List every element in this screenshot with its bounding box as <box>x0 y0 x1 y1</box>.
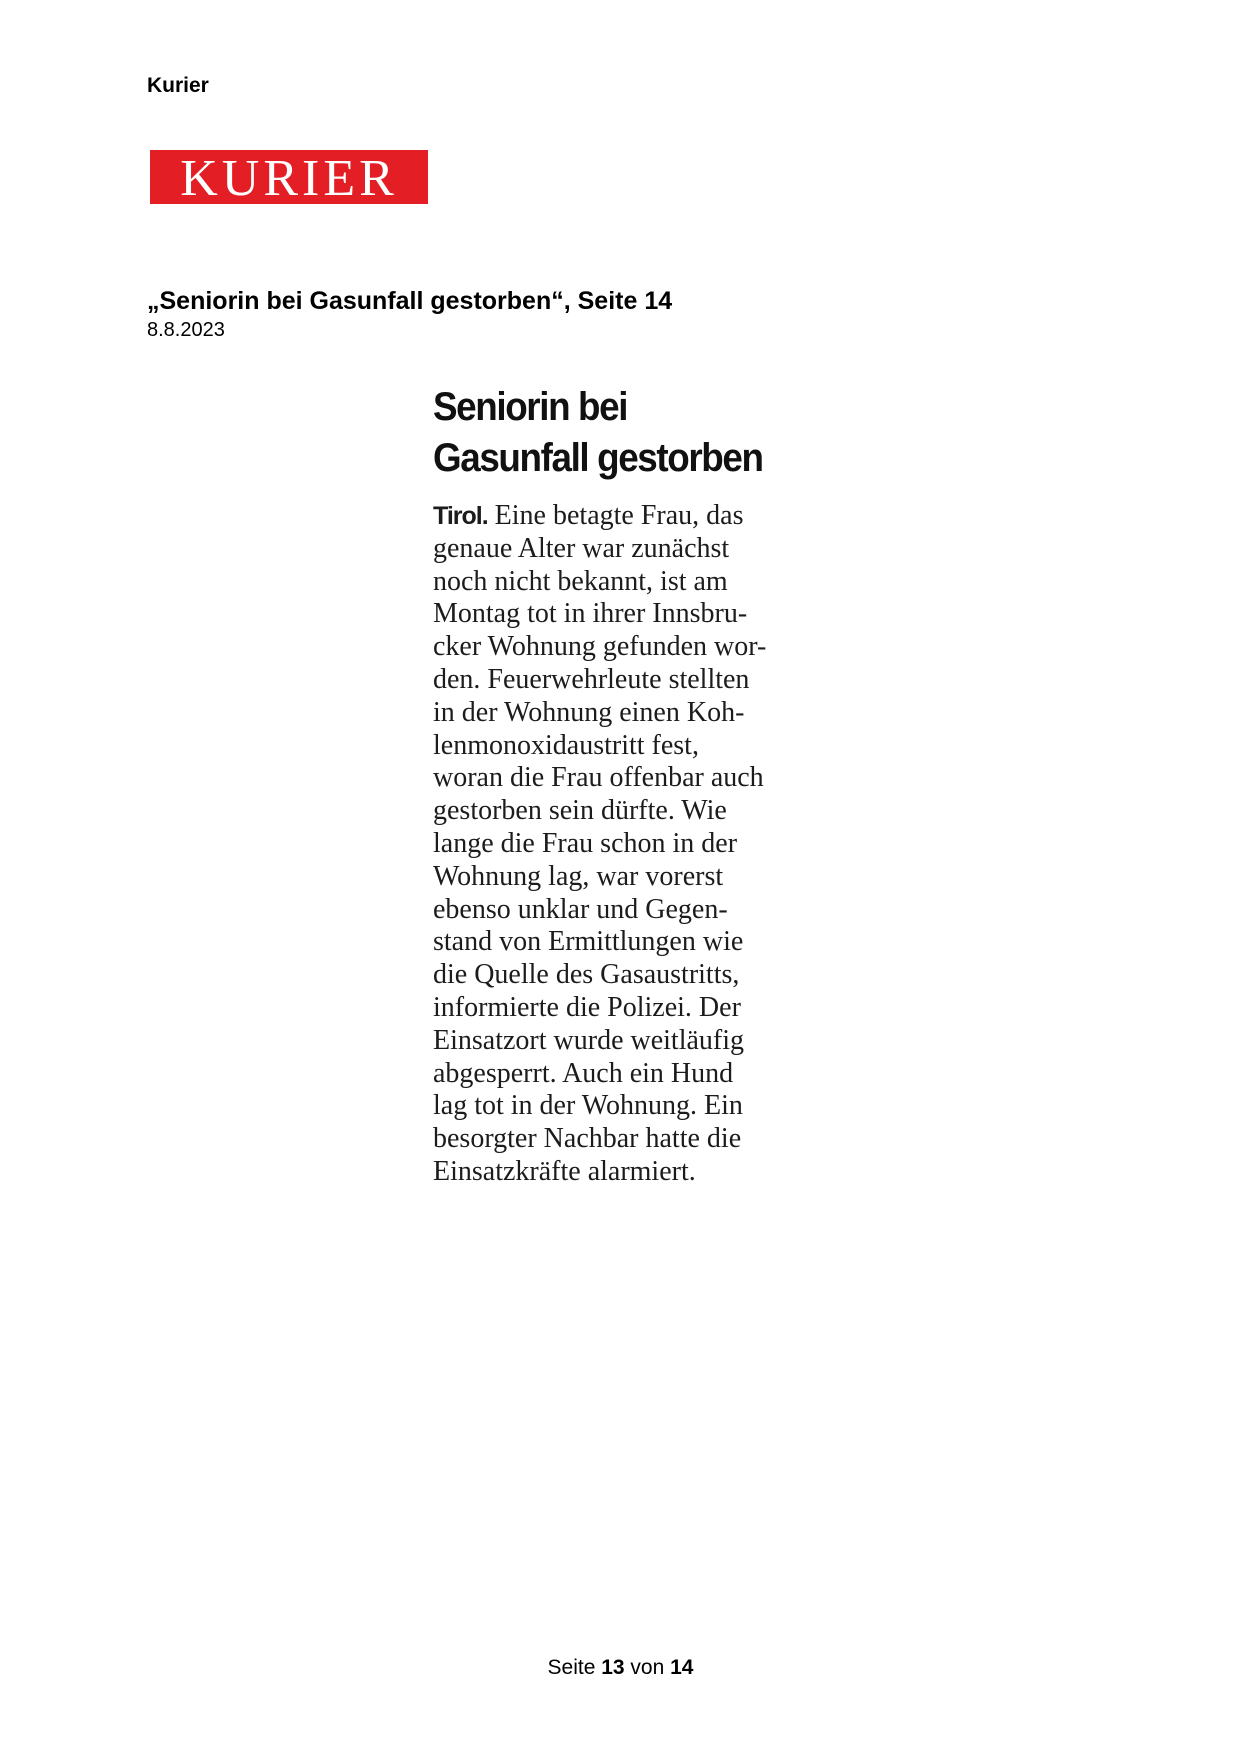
kurier-logo <box>150 149 428 207</box>
body-line: lenmonoxidaustritt fest, <box>433 729 699 761</box>
body-line: gestorben sein dürfte. Wie <box>433 795 727 827</box>
body-line: lag tot in der Wohnung. Ein <box>433 1090 743 1122</box>
body-line: den. Feuerwehrleute stellten <box>433 663 750 695</box>
total-pages: 14 <box>670 1656 694 1679</box>
body-line: lange die Frau schon in der <box>433 827 738 859</box>
document-title: „Seniorin bei Gasunfall gestorben“, Seite 14 <box>147 287 673 315</box>
current-page: 13 <box>601 1656 625 1679</box>
body-line: genaue Alter war zunächst <box>433 532 730 564</box>
headline-line: Seniorin bei <box>433 385 628 429</box>
article-body <box>433 500 766 1189</box>
page-footer: Seite 13 von 14 <box>547 1656 694 1679</box>
logo-text: KURIER <box>180 149 398 207</box>
body-line: die Quelle des Gasaustritts, <box>433 959 740 991</box>
body-line: noch nicht bekannt, ist am <box>433 565 728 597</box>
body-line: besorgter Nachbar hatte die <box>433 1123 742 1155</box>
source-label: Kurier <box>147 74 209 97</box>
body-line: Einsatzkräfte alarmiert. <box>433 1155 696 1187</box>
body-line: ebenso unklar und Gegen- <box>433 893 728 925</box>
article-headline <box>433 382 763 484</box>
document-date: 8.8.2023 <box>147 319 225 341</box>
body-line: Tirol. Eine betagte Frau, das <box>433 500 744 531</box>
body-line: Wohnung lag, war vorerst <box>433 860 724 892</box>
body-line: informierte die Polizei. Der <box>433 991 741 1023</box>
body-line: in der Wohnung einen Koh- <box>433 696 745 728</box>
body-line: cker Wohnung gefunden wor- <box>433 631 767 663</box>
headline-line: Gasunfall gestorben <box>433 436 763 480</box>
body-line: stand von Ermittlungen wie <box>433 926 744 958</box>
body-line: woran die Frau offenbar auch <box>433 762 764 794</box>
body-line: Einsatzort wurde weitläufig <box>433 1024 745 1056</box>
article-lead: Tirol. <box>433 502 488 530</box>
body-line: Montag tot in ihrer Innsbru- <box>433 598 748 630</box>
body-line: abgesperrt. Auch ein Hund <box>433 1057 734 1089</box>
